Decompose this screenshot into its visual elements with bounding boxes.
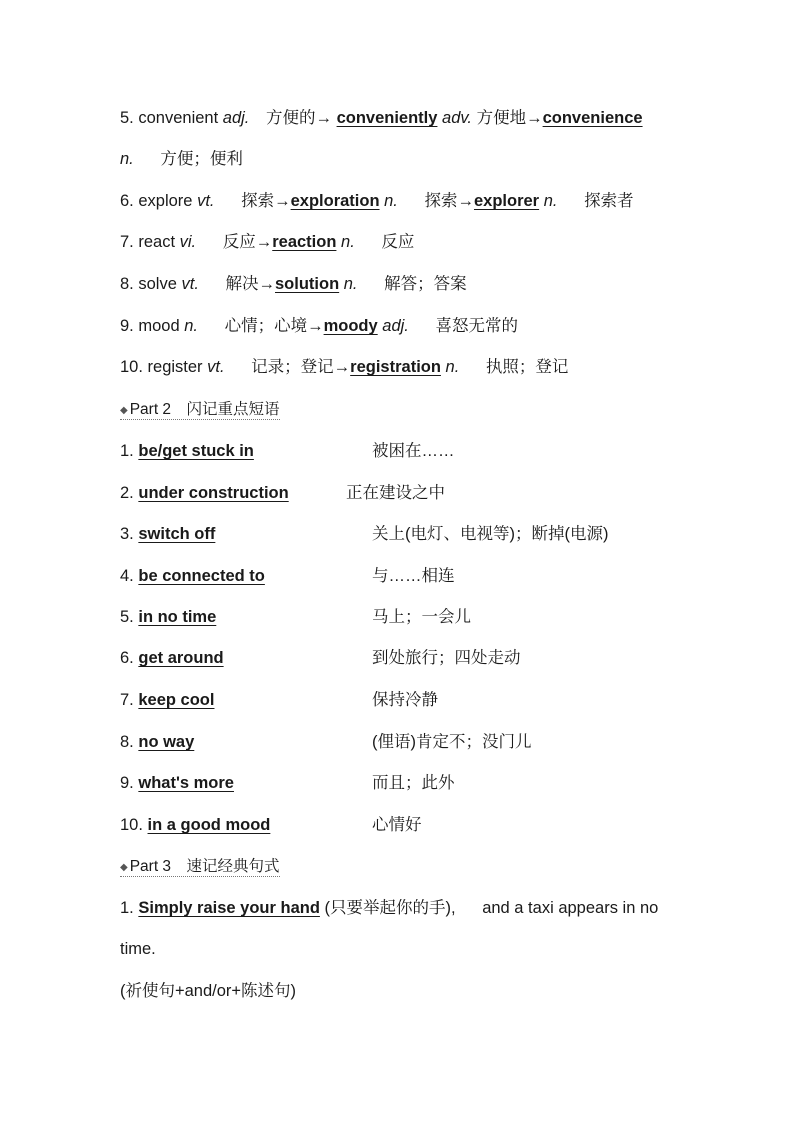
vocab-item-7: 7. react vi. 反应→reaction n. 反应 <box>120 233 415 251</box>
phrase-item: 4. be connected to <box>120 567 265 585</box>
sentence-item-cont: time. <box>120 940 156 958</box>
phrase-item: 2. under construction <box>120 484 289 502</box>
part3-heading: ◆ Part 3 速记经典句式 <box>120 858 280 875</box>
phrase-item: 7. keep cool <box>120 691 215 709</box>
phrase-item: 8. no way <box>120 733 195 751</box>
phrase-meaning: 而且；此外 <box>372 774 455 792</box>
phrase-meaning: 与……相连 <box>372 567 455 585</box>
phrase-meaning: 到处旅行；四处走动 <box>372 649 521 667</box>
sentence-note: (祈使句+and/or+陈述句) <box>120 982 297 1000</box>
phrase-item: 6. get around <box>120 649 224 667</box>
phrase-meaning: 关上(电灯、电视等)；断掉(电源) <box>372 525 609 543</box>
part2-heading: ◆ Part 2 闪记重点短语 <box>120 401 280 418</box>
diamond-bullet-icon: ◆ <box>120 405 128 416</box>
phrase-item: 1. be/get stuck in <box>120 442 254 460</box>
vocab-item-5: 5. convenient adj. 方便的→ conveniently adv. 方便地→convenience <box>120 109 643 127</box>
phrase-meaning: 马上；一会儿 <box>372 608 471 626</box>
vocab-item-10: 10. register vt. 记录；登记→registration n. 执照；登记 <box>120 358 569 376</box>
phrase-meaning: 保持冷静 <box>372 691 438 709</box>
vocab-item-6: 6. explore vt. 探索→exploration n. 探索→explorer n. 探索者 <box>120 192 634 210</box>
phrase-meaning: 心情好 <box>372 816 422 834</box>
phrase-meaning: 正在建设之中 <box>346 484 445 502</box>
phrase-meaning: 被困在…… <box>372 442 455 460</box>
sentence-item: 1. Simply raise your hand (只要举起你的手), and a taxi appears in no <box>120 899 659 917</box>
vocab-item-9: 9. mood n. 心情；心境→moody adj. 喜怒无常的 <box>120 317 518 335</box>
phrase-meaning: (俚语)肯定不；没门儿 <box>372 733 532 751</box>
phrase-item: 5. in no time <box>120 608 217 626</box>
vocab-item-5-cont: n. 方便；便利 <box>120 150 243 168</box>
phrase-item: 9. what's more <box>120 774 234 792</box>
diamond-bullet-icon: ◆ <box>120 862 128 873</box>
vocab-item-8: 8. solve vt. 解决→solution n. 解答；答案 <box>120 275 467 293</box>
phrase-item: 10. in a good mood <box>120 816 271 834</box>
phrase-item: 3. switch off <box>120 525 216 543</box>
